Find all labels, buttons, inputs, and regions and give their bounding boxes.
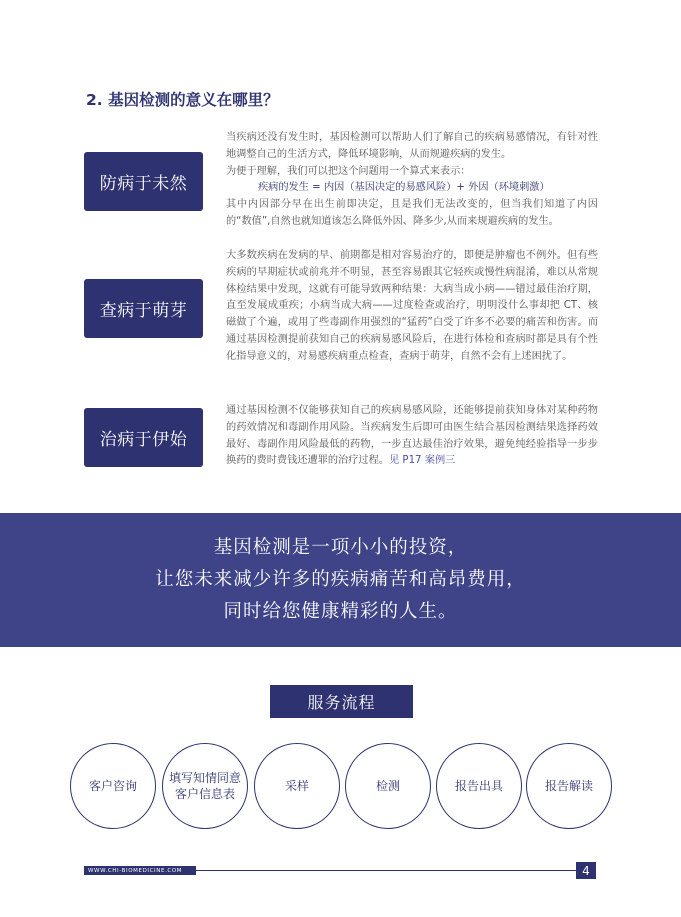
paragraph-treatment bbox=[226, 403, 598, 470]
step-label: 报告出具 bbox=[454, 779, 503, 793]
paragraph-early-detection: 大多数疾病在发病的早、前期都是相对容易治疗的，即便是肿瘤也不例外。但有些疾病的早期症状或前兆并不明显，甚至容易跟其它轻疾或慢性病混淆，难以从常规体检结果中发现，这就有可能导致两种结果：大病当成小病——错过最佳治疗期，直至发展成重疾；小病当成大病——过度检查或治疗，明明没什么事却把 CT、核磁做了个遍，或用了些毒副作用强烈的“猛药”白受了许多不必要的痛苦和伤害。而通过基因检测提前获知自己的疾病易感风险后，在进行体检和查病时都是具有个性化指导意义的，对易感疾病重点检查，查病于萌芽，自然不会有上述困扰了。 bbox=[226, 250, 598, 362]
paragraph-prevention bbox=[226, 130, 598, 231]
step-label: 采样 bbox=[284, 779, 309, 793]
paragraph-line: 为便于理解，我们可以把这个问题用一个算式来表示： bbox=[226, 165, 471, 177]
slogan-banner bbox=[0, 513, 681, 647]
step-consultation bbox=[70, 743, 156, 829]
step-testing bbox=[345, 743, 431, 829]
step-sampling bbox=[254, 743, 340, 829]
step-label: 填写知情同意 客户信息表 bbox=[168, 771, 241, 801]
step-report-issue bbox=[436, 743, 522, 829]
banner-line: 基因检测是一项小小的投资， bbox=[213, 537, 468, 558]
case-reference-link[interactable]: 见 P17 案例三 bbox=[389, 455, 456, 467]
step-label: 检测 bbox=[375, 779, 400, 793]
tag-prevention: 防病于未然 bbox=[84, 152, 203, 211]
tag-early-detection: 查病于萌芽 bbox=[84, 279, 203, 338]
step-label: 报告解读 bbox=[544, 779, 593, 793]
step-label: 客户咨询 bbox=[88, 779, 137, 793]
footer-divider bbox=[196, 870, 576, 871]
paragraph-line: 当疾病还没有发生时，基因检测可以帮助人们了解自己的疾病易感情况，有针对性地调整自己的生活方式，降低环境影响，从而规避疾病的发生。 bbox=[226, 132, 598, 160]
banner-line: 让您未来减少许多的疾病痛苦和高昂费用， bbox=[155, 569, 526, 590]
banner-line: 同时给您健康精彩的人生。 bbox=[223, 601, 458, 622]
service-process-title: 服务流程 bbox=[270, 685, 413, 718]
service-steps bbox=[70, 743, 630, 828]
step-consent-form bbox=[162, 743, 248, 829]
footer-website[interactable]: WWW.CHI-BIOMEDICINE.COM bbox=[84, 866, 196, 875]
paragraph-text: 通过基因检测不仅能够获知自己的疾病易感风险，还能够提前获知身体对某种药物的药效情况和毒副作用风险。当疾病发生后即可由医生结合基因检测结果选择药效最好、毒副作用风险最低的药物，一步直达最佳治疗效果，避免纯经验指导一步步换药的费时费钱还遭罪的治疗过程。 bbox=[226, 405, 598, 467]
block-treatment bbox=[84, 403, 604, 473]
section-title: 2. 基因检测的意义在哪里？ bbox=[86, 91, 279, 109]
paragraph-line: 其中内因部分早在出生前即决定，且是我们无法改变的，但当我们知道了内因的“数值”,自然也就知道该怎么降低外因、降多少,从而来规避疾病的发生。 bbox=[226, 199, 598, 227]
block-early-detection bbox=[84, 248, 604, 388]
block-prevention bbox=[84, 130, 604, 235]
tag-treatment: 治病于伊始 bbox=[84, 408, 203, 467]
page-number: 4 bbox=[576, 862, 596, 879]
step-report-interpretation bbox=[526, 743, 612, 829]
disease-formula: 疾病的发生 = 内因（基因决定的易感风险）+ 外因（环境刺激） bbox=[258, 182, 550, 194]
